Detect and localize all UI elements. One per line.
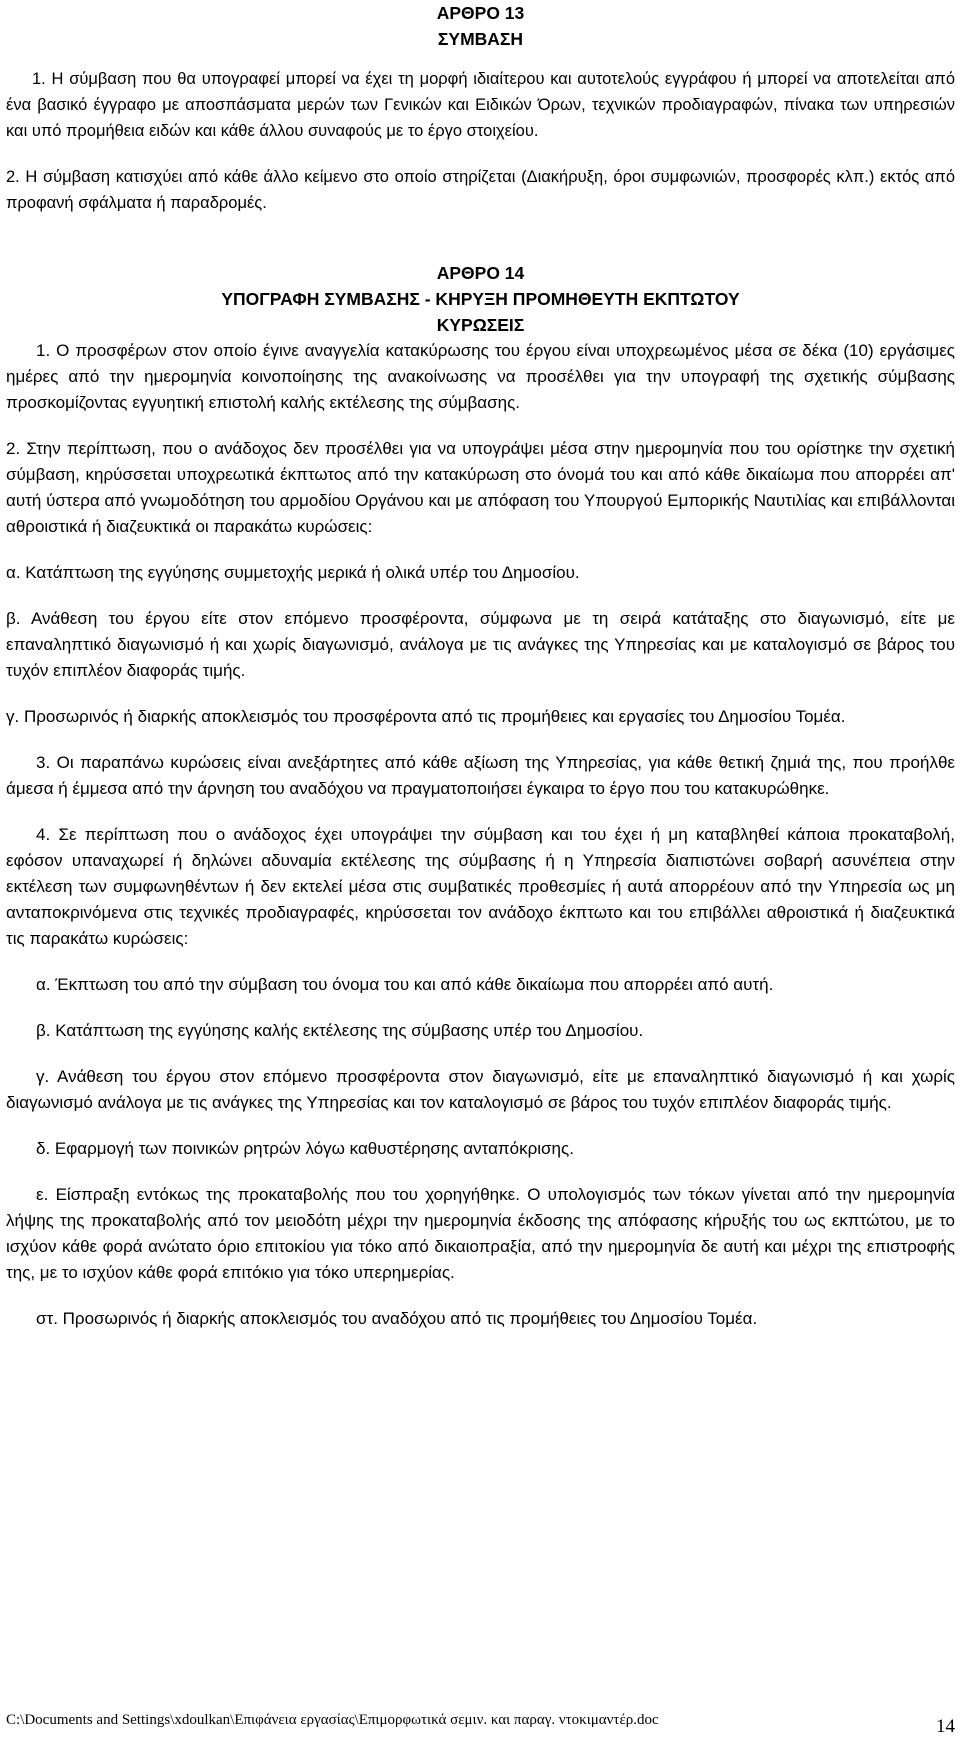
article-13-subtitle: ΣΥΜΒΑΣΗ: [437, 29, 524, 49]
article-13-heading: [6, 0, 955, 52]
article-14-heading: [6, 260, 955, 338]
sanction-item-f: στ. Προσωρινός ή διαρκής αποκλεισμός του αναδόχου από τις προμήθειες του Δημοσίου Τομέα.: [36, 1309, 758, 1328]
file-path: C:\Documents and Settings\xdoulkan\Επιφάνεια εργασίας\Επιμορφωτικά σεμιν. και παραγ. ντοκιμαντέρ.doc: [6, 1712, 659, 1728]
sanction-item-e: ε. Είσπραξη εντόκως της προκαταβολής που του χορηγήθηκε. Ο υπολογισμός των τόκων γίνεται από την ημερομηνία λήψης της προκαταβολής από τον μειοδότη μέχρι την ημερομηνία έκδοσης της απόφασης κήρυξής του ως εκπτώτου, με το ισχύον κάθε φορά ανώτατο όριο επιτοκίου για τόκο από δικαιοπραξία, από την ημερομηνία δε αυτή και μέχρι της επιστροφής της, με το ισχύον κάθε φορά επιτόκιο για τόκο υπερημερίας.: [6, 1185, 955, 1282]
article-13-paragraph-2: 2. Η σύμβαση κατισχύει από κάθε άλλο κείμενο στο οποίο στηρίζεται (Διακήρυξη, όροι συμφωνιών, προσφορές κλπ.) εκτός από προφανή σφάλματα ή παραδρομές.: [6, 168, 955, 212]
sanction-item-a: α. Έκπτωση του από την σύμβαση του όνομα του και από κάθε δικαίωμα που απορρέει από αυτή.: [36, 975, 774, 994]
article-14-paragraph-4: 4. Σε περίπτωση που ο ανάδοχος έχει υπογράψει την σύμβαση και του έχει ή μη καταβληθεί κάποια προκαταβολή, εφόσον υπαναχωρεί ή δηλώνει αδυναμία εκτέλεσης της σύμβασης ή η Υπηρεσία διαπιστώνει σοβαρή ασυνέπεια στην εκτέλεση των συμφωνηθέντων ή δεν εκτελεί μέσα στις συμβατικές προθεσμίες ή αυτά απορρέουν από την Υπηρεσία ως μη ανταποκρινόμενα στις τεχνικές προδιαγραφές, κηρύσσεται τον ανάδοχο έκπτωτο και του επιβάλλει αθροιστικά ή διαζευκτικά τις παρακάτω κυρώσεις:: [6, 825, 955, 948]
article-14-subtitle: ΥΠΟΓΡΑΦΗ ΣΥΜΒΑΣΗΣ - ΚΗΡΥΞΗ ΠΡΟΜΗΘΕΥΤΗ ΕΚΠΤΩΤΟΥ: [221, 289, 740, 309]
sanction-item-b: β. Κατάπτωση της εγγύησης καλής εκτέλεσης της σύμβασης υπέρ του Δημοσίου.: [36, 1021, 644, 1040]
penalty-item-b: β. Ανάθεση του έργου είτε στον επόμενο προσφέροντα, σύμφωνα με τη σειρά κατάταξης στο διαγωνισμό, είτε με επαναληπτικό διαγωνισμό ή και χωρίς διαγωνισμό, ανάλογα με τις ανάγκες της Υπηρεσίας και με καταλογισμό σε βάρος του τυχόν επιπλέον διαφοράς τιμής.: [6, 609, 955, 680]
document-page: [6, 0, 955, 1332]
article-14: [6, 260, 955, 1332]
sanction-item-c: γ. Ανάθεση του έργου στον επόμενο προσφέροντα στον διαγωνισμό, είτε με επαναληπτικό διαγωνισμό ή και χωρίς διαγωνισμό ανάλογα με τις ανάγκες της Υπηρεσίας και τον καταλογισμό σε βάρος του τυχόν επιπλέον διαφοράς τιμής.: [6, 1067, 955, 1112]
page-number: 14: [936, 1716, 955, 1737]
article-14-paragraph-3: 3. Οι παραπάνω κυρώσεις είναι ανεξάρτητες από κάθε αξίωση της Υπηρεσίας, για κάθε θετική ζημιά της, που προήλθε άμεσα ή έμμεσα από την άρνηση του αναδόχου να πραγματοποιήσει έγκαιρα το έργο που του κατακυρώθηκε.: [6, 753, 955, 798]
sanction-item-d: δ. Εφαρμογή των ποινικών ρητρών λόγω καθυστέρησης ανταπόκρισης.: [36, 1139, 574, 1158]
article-14-paragraph-2: 2. Στην περίπτωση, που ο ανάδοχος δεν προσέλθει για να υπογράψει μέσα στην ημερομηνία που του ορίστηκε την σχετική σύμβαση, κηρύσσεται υποχρεωτικά έκπτωτος από την κατακύρωση στο όνομά του και από κάθε δικαίωμα που απορρέει απ' αυτή ύστερα από γνωμοδότηση του αρμοδίου Οργάνου και με απόφαση του Υπουργού Εμπορικής Ναυτιλίας και επιβάλλονται αθροιστικά ή διαζευκτικά οι παρακάτω κυρώσεις:: [6, 439, 955, 536]
article-14-subtitle-2: ΚΥΡΩΣΕΙΣ: [436, 315, 525, 335]
page-footer: [6, 1712, 955, 1737]
penalty-item-a: α. Κατάπτωση της εγγύησης συμμετοχής μερικά ή ολικά υπέρ του Δημοσίου.: [6, 563, 580, 582]
penalty-item-c: γ. Προσωρινός ή διαρκής αποκλεισμός του προσφέροντα από τις προμήθειες και εργασίες του Δημοσίου Τομέα.: [6, 707, 846, 726]
article-14-paragraph-1: 1. Ο προσφέρων στον οποίο έγινε αναγγελία κατακύρωσης του έργου είναι υποχρεωμένος μέσα σε δέκα (10) εργάσιμες ημέρες από την ημερομηνία κοινοποίησης της ανακοίνωσης να προσέλθει για την υπογραφή της σχετικής σύμβασης προσκομίζοντας εγγυητική επιστολή καλής εκτέλεσης της σύμβασης.: [6, 341, 955, 412]
article-13: [6, 0, 955, 216]
article-13-paragraph-1: 1. Η σύμβαση που θα υπογραφεί μπορεί να έχει τη μορφή ιδιαίτερου και αυτοτελούς εγγράφου ή μπορεί να αποτελείται από ένα βασικό έγγραφο με αποσπάσματα μερών των Γενικών και Ειδικών Όρων, τεχνικών προδιαγραφών, πίνακα των υπηρεσιών και υπό προμήθεια ειδών και κάθε άλλου συναφούς με το έργο στοιχείου.: [6, 70, 955, 140]
article-13-title: ΑΡΘΡΟ 13: [436, 3, 525, 23]
article-14-title: ΑΡΘΡΟ 14: [436, 263, 525, 283]
